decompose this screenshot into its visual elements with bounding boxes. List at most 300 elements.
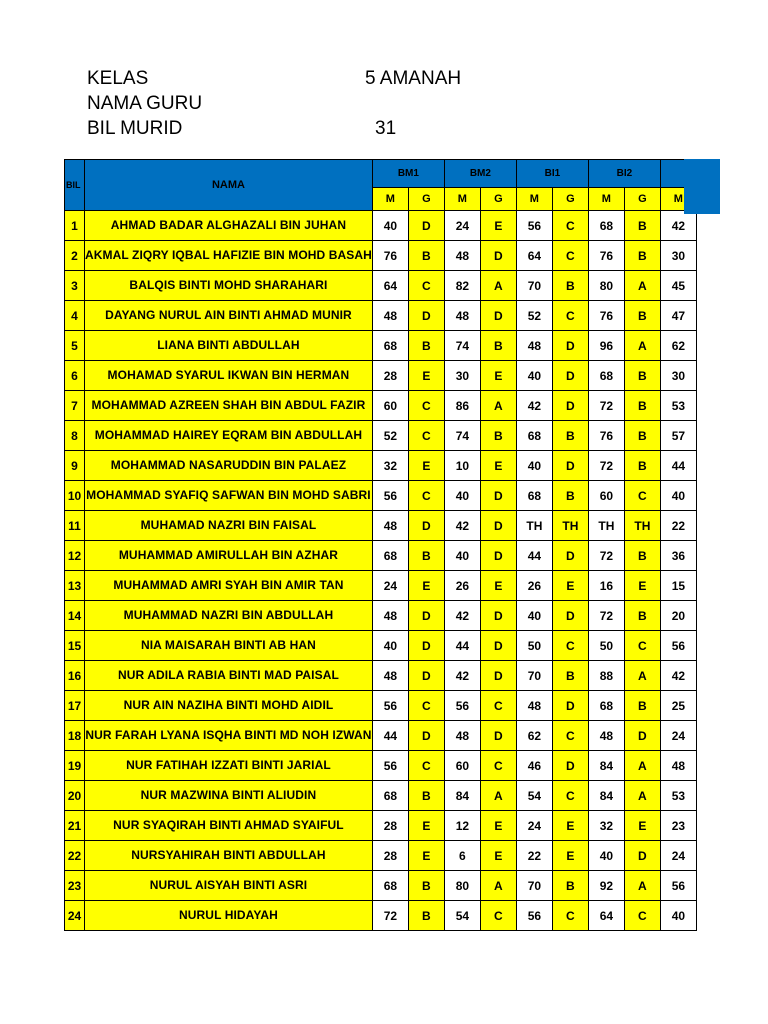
header-m: M: [588, 188, 624, 211]
header-overflow-fill: [684, 159, 720, 214]
row-mark: 64: [372, 271, 408, 301]
row-grade: C: [408, 391, 444, 421]
row-grade: D: [552, 691, 588, 721]
row-grade: A: [480, 271, 516, 301]
table-row: [65, 211, 697, 241]
row-mark: 70: [516, 871, 552, 901]
row-bil: 8: [65, 421, 85, 451]
row-mark: 56: [516, 211, 552, 241]
row-mark: 82: [444, 271, 480, 301]
row-nama: BALQIS BINTI MOHD SHARAHARI: [85, 271, 373, 301]
row-mark: 30: [660, 361, 696, 391]
row-grade: C: [552, 631, 588, 661]
row-nama: MOHAMMAD HAIREY EQRAM BIN ABDULLAH: [85, 421, 373, 451]
row-mark: 96: [588, 331, 624, 361]
row-grade: D: [408, 631, 444, 661]
row-mark: 56: [516, 901, 552, 931]
header-m: M: [516, 188, 552, 211]
row-grade: C: [408, 271, 444, 301]
row-mark: 28: [372, 841, 408, 871]
row-grade: A: [480, 871, 516, 901]
row-mark: 32: [588, 811, 624, 841]
row-grade: D: [480, 301, 516, 331]
table-row: [65, 451, 697, 481]
row-grade: B: [624, 601, 660, 631]
row-nama: MOHAMAD SYARUL IKWAN BIN HERMAN: [85, 361, 373, 391]
bil-murid-value: 31: [375, 118, 397, 139]
row-mark: 42: [516, 391, 552, 421]
row-mark: 56: [372, 751, 408, 781]
row-grade: E: [408, 841, 444, 871]
row-mark: 60: [372, 391, 408, 421]
row-grade: E: [480, 451, 516, 481]
row-bil: 23: [65, 871, 85, 901]
row-mark: 68: [372, 331, 408, 361]
row-grade: D: [480, 601, 516, 631]
row-grade: B: [480, 421, 516, 451]
row-grade: B: [408, 241, 444, 271]
header-g: G: [480, 188, 516, 211]
row-mark: 72: [372, 901, 408, 931]
row-bil: 2: [65, 241, 85, 271]
row-grade: D: [408, 511, 444, 541]
row-mark: 44: [372, 721, 408, 751]
row-mark: 68: [516, 421, 552, 451]
row-grade: D: [552, 361, 588, 391]
row-nama: NURUL AISYAH BINTI ASRI: [85, 871, 373, 901]
row-nama: NUR ADILA RABIA BINTI MAD PAISAL: [85, 661, 373, 691]
row-nama: NUR AIN NAZIHA BINTI MOHD AIDIL: [85, 691, 373, 721]
row-bil: 21: [65, 811, 85, 841]
row-grade: B: [624, 391, 660, 421]
row-grade: E: [552, 811, 588, 841]
row-grade: D: [624, 841, 660, 871]
bil-murid-label: BIL MURID: [87, 118, 183, 139]
table-body: [65, 211, 697, 931]
header-g: G: [552, 188, 588, 211]
row-bil: 20: [65, 781, 85, 811]
row-grade: D: [552, 541, 588, 571]
row-nama: MOHAMMAD SYAFIQ SAFWAN BIN MOHD SABRI: [85, 481, 373, 511]
row-bil: 16: [65, 661, 85, 691]
row-mark: 44: [660, 451, 696, 481]
table-row: [65, 781, 697, 811]
row-grade: D: [408, 301, 444, 331]
row-grade: D: [552, 751, 588, 781]
row-grade: B: [408, 331, 444, 361]
row-grade: B: [624, 691, 660, 721]
row-mark: 52: [372, 421, 408, 451]
row-grade: C: [552, 211, 588, 241]
row-mark: 48: [444, 301, 480, 331]
row-mark: 46: [516, 751, 552, 781]
row-bil: 9: [65, 451, 85, 481]
row-nama: NIA MAISARAH BINTI AB HAN: [85, 631, 373, 661]
row-mark: 72: [588, 601, 624, 631]
row-bil: 22: [65, 841, 85, 871]
row-mark: 56: [444, 691, 480, 721]
header-g: G: [624, 188, 660, 211]
row-mark: 68: [588, 211, 624, 241]
row-grade: E: [480, 571, 516, 601]
row-nama: MOHAMMAD NASARUDDIN BIN PALAEZ: [85, 451, 373, 481]
row-mark: 48: [444, 721, 480, 751]
row-mark: 25: [660, 691, 696, 721]
row-nama: MOHAMMAD AZREEN SHAH BIN ABDUL FAZIR: [85, 391, 373, 421]
row-grade: C: [408, 481, 444, 511]
table-row: [65, 871, 697, 901]
row-grade: D: [552, 391, 588, 421]
table-row: [65, 361, 697, 391]
row-grade: C: [552, 301, 588, 331]
row-mark: 30: [444, 361, 480, 391]
table-row: [65, 391, 697, 421]
row-mark: 68: [516, 481, 552, 511]
row-mark: 84: [588, 751, 624, 781]
row-mark: 84: [444, 781, 480, 811]
row-mark: 57: [660, 421, 696, 451]
row-mark: 62: [660, 331, 696, 361]
table-row: [65, 241, 697, 271]
row-grade: C: [480, 901, 516, 931]
row-nama: NUR FATIHAH IZZATI BINTI JARIAL: [85, 751, 373, 781]
row-mark: 48: [444, 241, 480, 271]
row-bil: 14: [65, 601, 85, 631]
row-mark: 54: [516, 781, 552, 811]
row-mark: 50: [588, 631, 624, 661]
kelas-label: KELAS: [87, 68, 149, 89]
row-nama: NUR SYAQIRAH BINTI AHMAD SYAIFUL: [85, 811, 373, 841]
header-m: M: [372, 188, 408, 211]
header-m: M: [660, 188, 696, 211]
row-grade: E: [408, 451, 444, 481]
row-nama: DAYANG NURUL AIN BINTI AHMAD MUNIR: [85, 301, 373, 331]
row-mark: 26: [444, 571, 480, 601]
row-grade: D: [552, 331, 588, 361]
row-bil: 5: [65, 331, 85, 361]
row-mark: 80: [444, 871, 480, 901]
table-row: [65, 271, 697, 301]
row-mark: 48: [516, 691, 552, 721]
table-row: [65, 571, 697, 601]
row-grade: C: [624, 901, 660, 931]
row-bil: 7: [65, 391, 85, 421]
header-subject-bm2: BM2: [444, 160, 516, 188]
row-mark: 24: [660, 841, 696, 871]
row-mark: 28: [372, 361, 408, 391]
row-bil: 12: [65, 541, 85, 571]
row-mark: 74: [444, 421, 480, 451]
row-grade: E: [408, 571, 444, 601]
student-marks-table: [64, 159, 697, 931]
row-grade: D: [480, 721, 516, 751]
row-nama: MUHAMAD NAZRI BIN FAISAL: [85, 511, 373, 541]
row-mark: 48: [516, 331, 552, 361]
row-grade: D: [480, 481, 516, 511]
row-mark: 84: [588, 781, 624, 811]
row-grade: B: [552, 481, 588, 511]
row-grade: B: [552, 271, 588, 301]
header-subject-bi1: BI1: [516, 160, 588, 188]
row-grade: A: [624, 331, 660, 361]
row-mark: 86: [444, 391, 480, 421]
row-grade: E: [552, 841, 588, 871]
table-row: [65, 421, 697, 451]
header-subject-bm1: BM1: [372, 160, 444, 188]
row-mark: 72: [588, 451, 624, 481]
row-mark: 60: [444, 751, 480, 781]
row-grade: E: [552, 571, 588, 601]
row-mark: 48: [372, 511, 408, 541]
row-mark: 15: [660, 571, 696, 601]
row-grade: B: [408, 541, 444, 571]
row-grade: C: [552, 781, 588, 811]
table-row: [65, 841, 697, 871]
table-row: [65, 601, 697, 631]
row-mark: TH: [516, 511, 552, 541]
row-grade: C: [480, 691, 516, 721]
row-grade: C: [408, 751, 444, 781]
header-nama: NAMA: [85, 160, 373, 211]
row-mark: 72: [588, 541, 624, 571]
row-nama: NUR FARAH LYANA ISQHA BINTI MD NOH IZWAN: [85, 721, 373, 751]
row-grade: D: [408, 721, 444, 751]
row-mark: 52: [516, 301, 552, 331]
row-mark: 42: [444, 511, 480, 541]
row-bil: 24: [65, 901, 85, 931]
row-mark: 20: [660, 601, 696, 631]
kelas-value: 5 AMANAH: [365, 68, 462, 89]
table-row: [65, 631, 697, 661]
row-grade: C: [408, 691, 444, 721]
row-bil: 13: [65, 571, 85, 601]
row-mark: 24: [372, 571, 408, 601]
row-grade: E: [624, 811, 660, 841]
row-grade: E: [480, 211, 516, 241]
row-grade: C: [624, 631, 660, 661]
row-grade: B: [480, 331, 516, 361]
row-mark: 40: [588, 841, 624, 871]
row-mark: 40: [444, 481, 480, 511]
table-row: [65, 721, 697, 751]
row-grade: E: [408, 361, 444, 391]
row-grade: B: [624, 451, 660, 481]
table-row: [65, 661, 697, 691]
row-mark: 40: [660, 901, 696, 931]
row-mark: 12: [444, 811, 480, 841]
row-grade: D: [480, 541, 516, 571]
row-mark: 70: [516, 661, 552, 691]
row-mark: 56: [660, 631, 696, 661]
row-mark: 53: [660, 781, 696, 811]
row-grade: B: [408, 781, 444, 811]
table-row: [65, 481, 697, 511]
table-row: [65, 691, 697, 721]
row-grade: B: [624, 541, 660, 571]
row-mark: 62: [516, 721, 552, 751]
table-row: [65, 541, 697, 571]
table-row: [65, 901, 697, 931]
row-nama: MUHAMMAD NAZRI BIN ABDULLAH: [85, 601, 373, 631]
row-grade: D: [552, 451, 588, 481]
header-g: G: [408, 188, 444, 211]
row-mark: 68: [588, 691, 624, 721]
row-grade: E: [480, 811, 516, 841]
row-mark: 68: [372, 871, 408, 901]
row-mark: 76: [372, 241, 408, 271]
row-mark: 68: [372, 541, 408, 571]
row-mark: 10: [444, 451, 480, 481]
row-mark: 74: [444, 331, 480, 361]
table-row: [65, 811, 697, 841]
row-grade: A: [624, 781, 660, 811]
row-bil: 3: [65, 271, 85, 301]
row-nama: AHMAD BADAR ALGHAZALI BIN JUHAN: [85, 211, 373, 241]
row-mark: 68: [372, 781, 408, 811]
row-bil: 11: [65, 511, 85, 541]
row-mark: 68: [588, 361, 624, 391]
row-grade: E: [624, 571, 660, 601]
row-grade: A: [624, 271, 660, 301]
row-mark: 32: [372, 451, 408, 481]
row-grade: B: [408, 871, 444, 901]
row-grade: A: [624, 871, 660, 901]
row-grade: A: [624, 751, 660, 781]
row-grade: D: [408, 211, 444, 241]
row-mark: 16: [588, 571, 624, 601]
row-grade: C: [408, 421, 444, 451]
row-nama: MUHAMMAD AMIRULLAH BIN AZHAR: [85, 541, 373, 571]
row-grade: D: [480, 511, 516, 541]
row-nama: MUHAMMAD AMRI SYAH BIN AMIR TAN: [85, 571, 373, 601]
row-mark: 40: [444, 541, 480, 571]
header-m: M: [444, 188, 480, 211]
row-grade: E: [480, 361, 516, 391]
row-grade: A: [624, 661, 660, 691]
row-mark: 42: [444, 661, 480, 691]
row-mark: 6: [444, 841, 480, 871]
row-grade: B: [624, 301, 660, 331]
row-mark: 22: [516, 841, 552, 871]
row-mark: 56: [372, 691, 408, 721]
row-grade: D: [552, 601, 588, 631]
row-nama: NUR MAZWINA BINTI ALIUDIN: [85, 781, 373, 811]
row-mark: 48: [372, 661, 408, 691]
row-mark: 28: [372, 811, 408, 841]
row-mark: 36: [660, 541, 696, 571]
row-mark: 80: [588, 271, 624, 301]
row-mark: 56: [660, 871, 696, 901]
row-grade: B: [624, 211, 660, 241]
table-row: [65, 331, 697, 361]
row-mark: 30: [660, 241, 696, 271]
row-nama: LIANA BINTI ABDULLAH: [85, 331, 373, 361]
header-bil: BIL: [65, 160, 85, 211]
row-grade: B: [552, 871, 588, 901]
row-mark: 72: [588, 391, 624, 421]
row-grade: A: [480, 781, 516, 811]
row-mark: 23: [660, 811, 696, 841]
row-bil: 6: [65, 361, 85, 391]
row-mark: 24: [660, 721, 696, 751]
row-mark: 48: [588, 721, 624, 751]
row-grade: B: [408, 901, 444, 931]
row-grade: TH: [624, 511, 660, 541]
row-mark: 26: [516, 571, 552, 601]
row-mark: 53: [660, 391, 696, 421]
row-grade: B: [624, 361, 660, 391]
row-grade: B: [624, 241, 660, 271]
row-grade: D: [408, 601, 444, 631]
row-mark: 42: [660, 211, 696, 241]
row-mark: 60: [588, 481, 624, 511]
row-grade: B: [624, 421, 660, 451]
row-mark: 40: [660, 481, 696, 511]
row-mark: 88: [588, 661, 624, 691]
row-mark: 76: [588, 241, 624, 271]
row-bil: 18: [65, 721, 85, 751]
row-grade: C: [552, 901, 588, 931]
row-grade: E: [480, 841, 516, 871]
row-mark: 42: [660, 661, 696, 691]
row-mark: 40: [372, 211, 408, 241]
row-mark: 47: [660, 301, 696, 331]
row-grade: D: [480, 661, 516, 691]
row-mark: 40: [516, 361, 552, 391]
row-mark: 56: [372, 481, 408, 511]
row-mark: 44: [516, 541, 552, 571]
row-grade: D: [624, 721, 660, 751]
row-grade: C: [624, 481, 660, 511]
table-row: [65, 511, 697, 541]
row-nama: NURUL HIDAYAH: [85, 901, 373, 931]
row-bil: 4: [65, 301, 85, 331]
row-mark: 40: [372, 631, 408, 661]
row-bil: 19: [65, 751, 85, 781]
row-nama: AKMAL ZIQRY IQBAL HAFIZIE BIN MOHD BASAH: [85, 241, 373, 271]
row-grade: TH: [552, 511, 588, 541]
row-mark: 64: [588, 901, 624, 931]
row-mark: 48: [372, 301, 408, 331]
header-subject-bi2: BI2: [588, 160, 660, 188]
row-mark: 24: [516, 811, 552, 841]
row-mark: 40: [516, 601, 552, 631]
row-mark: 48: [372, 601, 408, 631]
row-mark: 64: [516, 241, 552, 271]
row-mark: 50: [516, 631, 552, 661]
row-mark: 42: [444, 601, 480, 631]
row-grade: D: [408, 661, 444, 691]
row-bil: 10: [65, 481, 85, 511]
row-bil: 17: [65, 691, 85, 721]
row-mark: 22: [660, 511, 696, 541]
row-grade: A: [480, 391, 516, 421]
table-row: [65, 751, 697, 781]
row-grade: C: [552, 721, 588, 751]
row-grade: D: [480, 241, 516, 271]
row-mark: 24: [444, 211, 480, 241]
table-row: [65, 301, 697, 331]
row-mark: 76: [588, 301, 624, 331]
row-bil: 15: [65, 631, 85, 661]
row-nama: NURSYAHIRAH BINTI ABDULLAH: [85, 841, 373, 871]
row-mark: 40: [516, 451, 552, 481]
row-mark: TH: [588, 511, 624, 541]
row-mark: 45: [660, 271, 696, 301]
row-mark: 70: [516, 271, 552, 301]
row-mark: 48: [660, 751, 696, 781]
row-grade: D: [480, 631, 516, 661]
